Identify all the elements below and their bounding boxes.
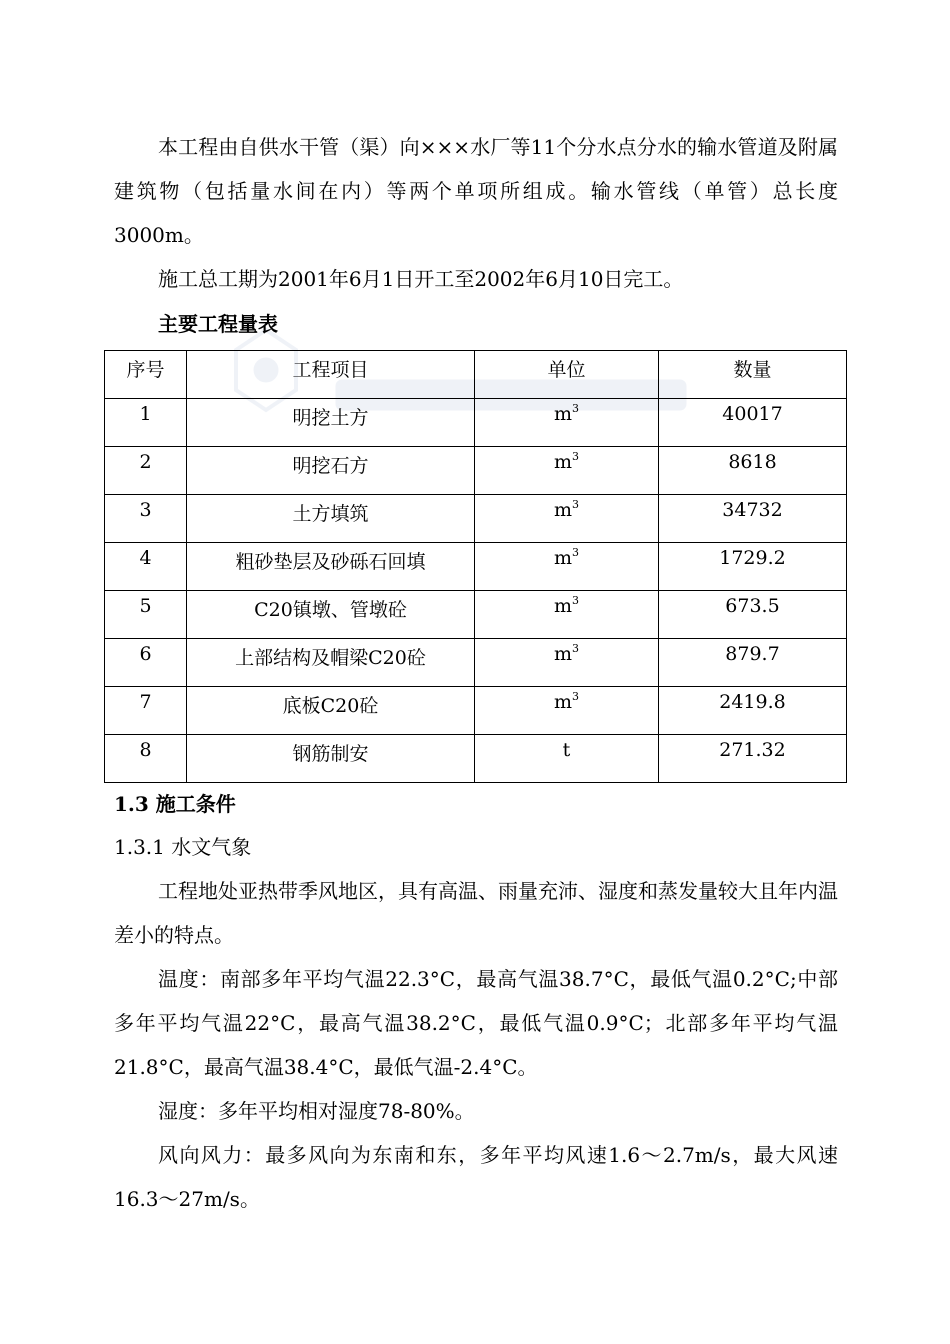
row-unit	[475, 543, 659, 591]
row-no: 6	[105, 639, 187, 687]
row-qty: 1729.2	[659, 543, 847, 591]
header-qty: 数量	[659, 351, 847, 399]
subsection-heading: 1.3.1 水文气象	[114, 835, 252, 859]
unit-superscript: 3	[572, 594, 580, 607]
row-unit	[475, 735, 659, 783]
row-item: 底板C20砼	[187, 687, 475, 735]
quantity-table	[104, 350, 847, 783]
intro-paragraph: 本工程由自供水干管（渠）向×××水厂等11个分水点分水的输水管道及附属建筑物（包括量水间在内）等两个单项所组成。输水管线（单管）总长度3000m。	[114, 135, 838, 247]
row-no: 1	[105, 399, 187, 447]
row-unit	[475, 447, 659, 495]
table-row	[105, 399, 847, 447]
row-unit	[475, 399, 659, 447]
table-row	[105, 495, 847, 543]
row-item: 钢筋制安	[187, 735, 475, 783]
temperature-paragraph: 温度：南部多年平均气温22.3°C，最高气温38.7°C，最低气温0.2°C;中部多年平均气温22°C，最高气温38.2°C，最低气温0.9°C；北部多年平均气温21.8°C，最高气温38.4°C，最低气温-2.4°C。	[114, 967, 838, 1079]
unit-superscript: 3	[572, 402, 580, 415]
row-item: C20镇墩、管墩砼	[187, 591, 475, 639]
row-no: 4	[105, 543, 187, 591]
row-qty: 271.32	[659, 735, 847, 783]
row-qty: 40017	[659, 399, 847, 447]
row-no: 8	[105, 735, 187, 783]
row-unit	[475, 687, 659, 735]
row-item: 土方填筑	[187, 495, 475, 543]
table-header-row	[105, 351, 847, 399]
climate-paragraph: 工程地处亚热带季风地区，具有高温、雨量充沛、湿度和蒸发量较大且年内温差小的特点。	[114, 879, 838, 947]
unit-superscript: 3	[572, 690, 580, 703]
header-no: 序号	[105, 351, 187, 399]
table-row	[105, 687, 847, 735]
header-item: 工程项目	[187, 351, 475, 399]
unit-text: m	[553, 643, 573, 665]
row-no: 7	[105, 687, 187, 735]
table-row	[105, 735, 847, 783]
wind-paragraph: 风向风力：最多风向为东南和东，多年平均风速1.6～2.7m/s，最大风速16.3～27m/s。	[114, 1143, 838, 1211]
unit-superscript: 3	[572, 642, 580, 655]
row-item: 明挖土方	[187, 399, 475, 447]
unit-text: m	[553, 595, 573, 617]
unit-text: m	[553, 499, 573, 521]
row-qty: 8618	[659, 447, 847, 495]
unit-text: t	[562, 739, 571, 761]
schedule-paragraph: 施工总工期为2001年6月1日开工至2002年6月10日完工。	[158, 267, 684, 291]
row-no: 5	[105, 591, 187, 639]
row-qty: 879.7	[659, 639, 847, 687]
unit-text: m	[553, 547, 573, 569]
table-row	[105, 639, 847, 687]
table-row	[105, 591, 847, 639]
table-row	[105, 543, 847, 591]
row-no: 3	[105, 495, 187, 543]
row-qty: 673.5	[659, 591, 847, 639]
table-caption: 主要工程量表	[158, 312, 278, 336]
row-item: 明挖石方	[187, 447, 475, 495]
unit-superscript: 3	[572, 498, 580, 511]
row-no: 2	[105, 447, 187, 495]
row-qty: 2419.8	[659, 687, 847, 735]
row-unit	[475, 639, 659, 687]
unit-superscript: 3	[572, 450, 580, 463]
table-row	[105, 447, 847, 495]
header-unit: 单位	[475, 351, 659, 399]
section-heading: 1.3 施工条件	[114, 792, 236, 816]
row-unit	[475, 591, 659, 639]
unit-superscript: 3	[572, 546, 580, 559]
row-unit	[475, 495, 659, 543]
unit-text: m	[553, 451, 573, 473]
humidity-paragraph: 湿度：多年平均相对湿度78-80%。	[158, 1099, 475, 1123]
row-qty: 34732	[659, 495, 847, 543]
row-item: 粗砂垫层及砂砾石回填	[187, 543, 475, 591]
unit-text: m	[553, 403, 573, 425]
unit-text: m	[553, 691, 573, 713]
row-item: 上部结构及帽梁C20砼	[187, 639, 475, 687]
